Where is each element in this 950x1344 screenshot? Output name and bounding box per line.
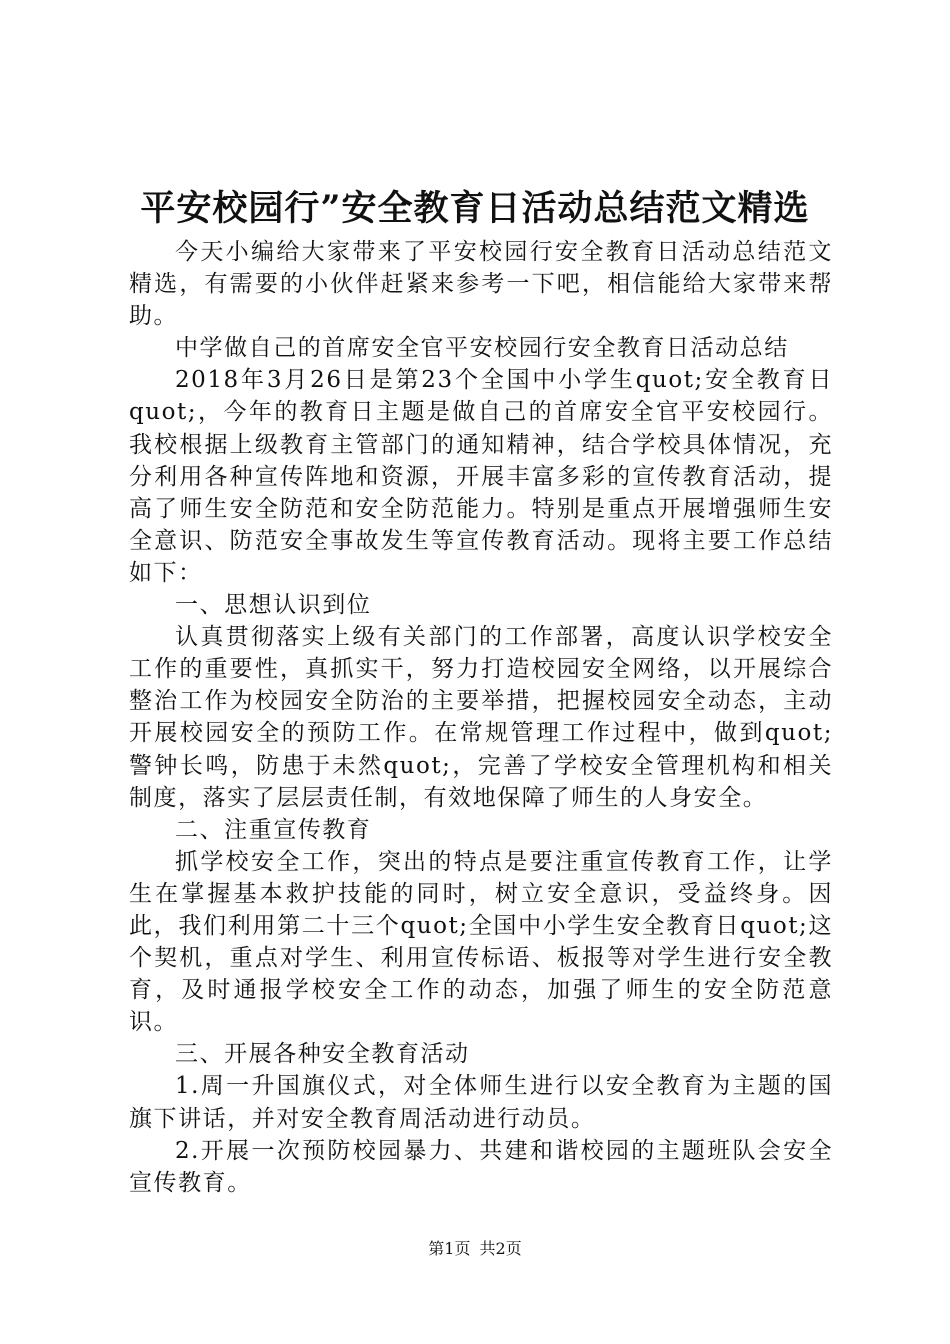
subtitle-paragraph: 中学做自己的首席安全官平安校园行安全教育日活动总结 — [175, 335, 789, 362]
document-body — [129, 236, 833, 1199]
page-total: 共2页 — [479, 1239, 522, 1258]
list-item-1: 1.周一升国旗仪式，对全体师生进行以安全教育为主题的国旗下讲话，并对安全教育周活动进行动员。 — [129, 1073, 833, 1132]
intro-paragraph: 今天小编给大家带来了平安校园行安全教育日活动总结范文精选，有需要的小伙伴赶紧来参考一下吧，相信能给大家带来帮助。 — [129, 239, 833, 330]
overview-paragraph: 2018年3月26日是第23个全国中小学生quot;安全教育日quot;，今年的教育日主题是做自己的首席安全官平安校园行。我校根据上级教育主管部门的通知精神，结合学校具体情况，充分利用各种宣传阵地和资源，开展丰富多彩的宣传教育活动，提高了师生安全防范和安全防范能力。特别是重点开展增强师生安全意识、防范安全事故发生等宣传教育活动。现将主要工作总结如下： — [129, 367, 833, 586]
section-paragraph-2: 抓学校安全工作，突出的特点是要注重宣传教育工作，让学生在掌握基本救护技能的同时，树立安全意识，受益终身。因此，我们利用第二十三个quot;全国中小学生安全教育日quot;这个契机，重点对学生、利用宣传标语、板报等对学生进行安全教育，及时通报学校安全工作的动态，加强了师生的安全防范意识。 — [129, 848, 833, 1036]
page-number: 第1页 — [428, 1239, 471, 1258]
section-paragraph-1: 认真贯彻落实上级有关部门的工作部署，高度认识学校安全工作的重要性，真抓实干，努力打造校园安全网络，以开展综合整治工作为校园安全防治的主要举措，把握校园安全动态，主动开展校园安全的预防工作。在常规管理工作过程中，做到quot;警钟长鸣，防患于未然quot;，完善了学校安全管理机构和相关制度，落实了层层责任制，有效地保障了师生的人身安全。 — [129, 624, 833, 811]
section-heading-3: 三、开展各种安全教育活动 — [175, 1041, 470, 1068]
section-heading-1: 一、思想认识到位 — [175, 592, 372, 619]
section-heading-2: 二、注重宣传教育 — [175, 816, 372, 843]
list-item-2: 2.开展一次预防校园暴力、共建和谐校园的主题班队会安全宣传教育。 — [129, 1137, 833, 1196]
document-title: 平安校园行”安全教育日活动总结范文精选 — [140, 188, 810, 229]
page-footer — [0, 1238, 950, 1260]
